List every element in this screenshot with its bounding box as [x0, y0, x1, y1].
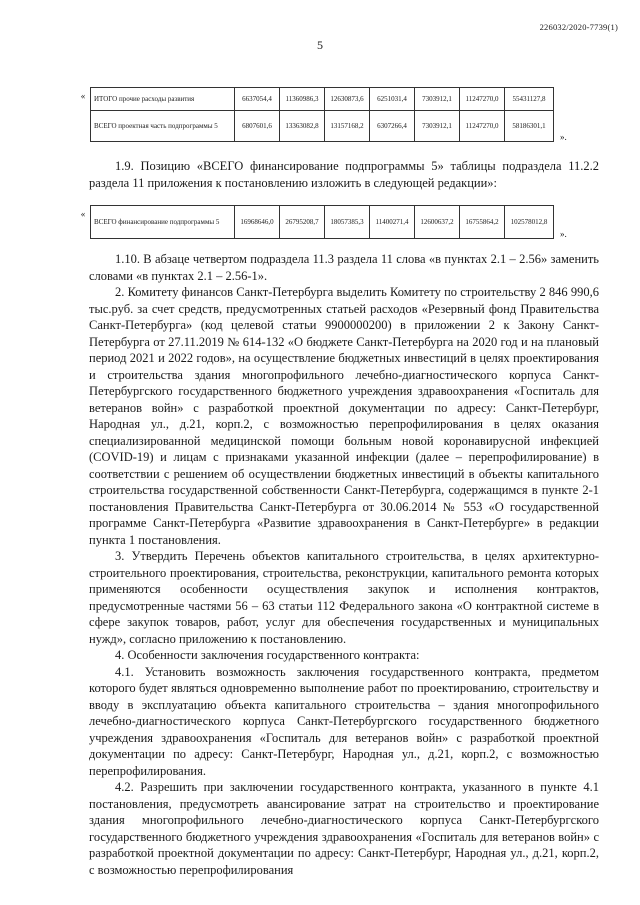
table-cell: 7303912,1: [415, 111, 460, 142]
table-cell: 13363082,8: [280, 111, 325, 142]
table-cell: 11400271,4: [370, 206, 415, 239]
table-cell: 7303912,1: [415, 88, 460, 111]
table-cell: 11360986,3: [280, 88, 325, 111]
close-quote: ».: [560, 229, 567, 239]
paragraph-4-1: 4.1. Установить возможность заключения государственного контракта, предметом которого будет являться одновременно выполнение работ по проектированию, строительству и вводу в эксплуатацию объекта капитального строительства – здания многопрофильного лечебно-диагностического корпуса Санкт-Петербургского государственного бюджетного учреждения здравоохранения «Госпиталь для ветеранов войн» с разработкой проектной документации по адресу: Санкт-Петербург, Народная ул., д.21, корп.2, с возможностью перепрофилирования.: [89, 664, 599, 778]
table-2-block: [76, 205, 567, 239]
paragraph-4: 4. Особенности заключения государственного контракта:: [115, 648, 420, 662]
paragraph-4-2: 4.2. Разрешить при заключении государственного контракта, указанного в пункте 4.1 постановления, предусмотреть авансирование затрат на строительство и проектирование здания многопрофильного лечебно-диагностического корпуса Санкт-Петербургского государственного бюджетного учреждения здравоохранения «Госпиталь для ветеранов войн» с разработкой проектной документации по адресу: Санкт-Петербург, Народная ул., д.21, корп.2, с возможностью перепрофилирования: [89, 780, 599, 877]
table-cell: 26795208,7: [280, 206, 325, 239]
table-row: [91, 111, 554, 142]
document-id: 226032/2020-7739(1): [539, 22, 618, 32]
table-cell: 11247270,0: [460, 88, 505, 111]
paragraph-1-10: 1.10. В абзаце четвертом подраздела 11.3 раздела 11 слова «в пунктах 2.1 – 2.56» заменить словами «в пунктах 2.1 – 2.56-1».: [89, 252, 599, 283]
close-quote: ».: [560, 132, 567, 142]
table-1-block: [76, 87, 567, 142]
row-label: ВСЕГО проектная часть подпрограммы 5: [91, 111, 235, 142]
paragraph-2: 2. Комитету финансов Санкт-Петербурга выделить Комитету по строительству 2 846 990,6 тыс.руб. за счет средств, предусмотренных статьей расходов «Резервный фонд Правительства Санкт-Петербурга» (код целевой статьи 9900000200) в приложении 2 к Закону Санкт-Петербурга от 27.11.2019 № 614-132 «О бюджете Санкт-Петербурга на 2020 год и на плановый период 2021 и 2022 годов», на осуществление бюджетных инвестиций в целях проектирования и строительства здания многопрофильного лечебно-диагностического корпуса Санкт-Петербургского государственного бюджетного учреждения здравоохранения «Госпиталь для ветеранов войн» с разработкой проектной документации по адресу: Санкт-Петербург, Народная ул., д.21, корп.2, с возможностью перепрофилирования в целях оказания специализированной медицинской помощи больным новой коронавирусной инфекцией (COVID-19) и лицам с признаками указанной инфекции (далее – перепрофилирование) в соответствии с решением об осуществлении бюджетных инвестиций в объекты капитального строительства государственной собственности Санкт-Петербурга, содержащимся в пункте 2-1 постановления Правительства Санкт-Петербурга от 30.06.2014 № 553 «О государственной программе Санкт-Петербурга «Развитие здравоохранения в Санкт-Петербурге» в редакции пункта 1 постановления.: [89, 285, 599, 547]
table-cell: 12630873,6: [325, 88, 370, 111]
table-row: [91, 206, 554, 239]
table-cell: 102578012,8: [505, 206, 554, 239]
table-2: [90, 205, 554, 239]
row-label: ИТОГО прочие расходы развития: [91, 88, 235, 111]
table-cell: 58186301,1: [505, 111, 554, 142]
table-cell: 55431127,8: [505, 88, 554, 111]
body-text: [89, 251, 599, 878]
paragraph-1-9-block: [89, 158, 599, 191]
open-quote: «: [80, 209, 86, 219]
table-cell: 6251031,4: [370, 88, 415, 111]
table-1: [90, 87, 554, 142]
open-quote: «: [80, 91, 86, 101]
paragraph-1-9: 1.9. Позицию «ВСЕГО финансирование подпрограммы 5» таблицы подраздела 11.2.2 раздела 11 приложения к постановлению изложить в следующей редакции»:: [89, 159, 599, 190]
table-cell: 16968646,0: [235, 206, 280, 239]
page-number: 5: [317, 38, 323, 52]
paragraph-3: 3. Утвердить Перечень объектов капитального строительства, в целях архитектурно-строительного проектирования, строительства, реконструкции, капитального ремонта которых применяются особенности осуществления закупок и исполнения контрактов, предусмотренные частями 56 – 63 статьи 112 Федерального закона «О контрактной системе в сфере закупок товаров, работ, услуг для обеспечения государственных и муниципальных нужд», согласно приложению к постановлению.: [89, 549, 599, 646]
table-row: [91, 88, 554, 111]
table-cell: 6307266,4: [370, 111, 415, 142]
table-cell: 6637054,4: [235, 88, 280, 111]
table-cell: 12600637,2: [415, 206, 460, 239]
table-cell: 16755864,2: [460, 206, 505, 239]
table-cell: 13157168,2: [325, 111, 370, 142]
row-label: ВСЕГО финансирование подпрограммы 5: [91, 206, 235, 239]
table-cell: 6807601,6: [235, 111, 280, 142]
table-cell: 18057385,3: [325, 206, 370, 239]
table-cell: 11247270,0: [460, 111, 505, 142]
